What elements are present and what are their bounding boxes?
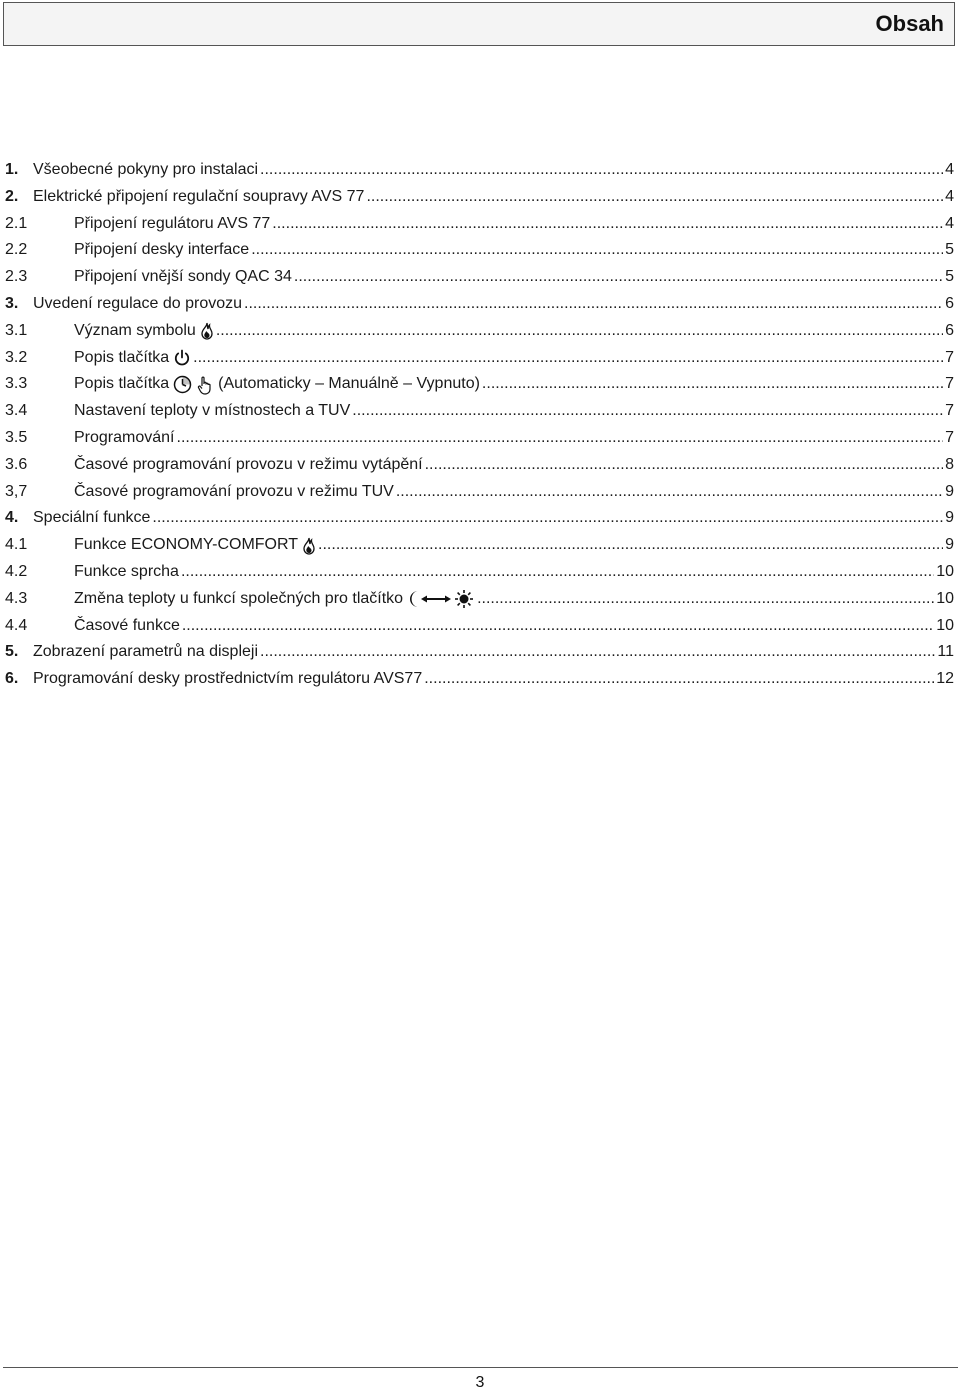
power-icon [173, 349, 191, 367]
toc-entry-title [74, 345, 191, 372]
toc-entry-title-text: Popis tlačítka [74, 348, 170, 366]
toc-entry-page: 5 [945, 241, 954, 259]
toc-dot-leader [352, 398, 943, 425]
toc-entry [5, 345, 954, 372]
toc-entry-number: 2. [5, 187, 19, 205]
toc-entry-title-text: Nastavení teploty v místnostech a TUV [74, 402, 351, 420]
footer-divider [3, 1367, 958, 1368]
toc-dot-leader [482, 371, 943, 398]
toc-entry-page: 5 [945, 268, 954, 286]
toc-entry-number: 6. [5, 670, 19, 688]
toc-entry-number: 3.3 [5, 375, 28, 393]
toc-entry-number: 2.3 [5, 268, 28, 286]
toc-entry-number: 3,7 [5, 482, 28, 500]
toc-entry [5, 586, 954, 613]
toc-entry-number: 4.1 [5, 536, 28, 554]
toc-dot-leader [477, 586, 934, 613]
toc-dot-leader [366, 184, 943, 211]
toc-entry-page: 7 [945, 402, 954, 420]
toc-entry-number: 5. [5, 643, 19, 661]
toc-entry-title [74, 371, 480, 398]
toc-entry-page: 11 [937, 643, 954, 661]
toc-entry-page: 4 [945, 161, 954, 178]
toc-entry [5, 318, 954, 345]
flame-icon [200, 322, 214, 340]
toc-entry-page: 10 [936, 589, 954, 607]
toc-entry-title-text: Elektrické připojení regulační soupravy AVS 77 [33, 187, 365, 205]
toc-entry-page: 4 [945, 214, 954, 232]
toc-entry-title [74, 559, 179, 586]
toc-entry-number: 1. [5, 161, 19, 178]
toc-entry-page: 12 [936, 670, 954, 688]
toc-entry [5, 559, 954, 586]
toc-dot-leader [152, 505, 943, 532]
toc-entry-title [33, 157, 258, 184]
toc-entry-number: 3. [5, 294, 19, 312]
toc-entry-title [74, 398, 350, 425]
toc-entry-title-text: Speciální funkce [33, 509, 151, 527]
toc-entry-title-text: Časové programování provozu v režimu TUV [74, 482, 394, 500]
toc-entry-page: 6 [945, 294, 954, 312]
page-number: 3 [475, 1374, 485, 1391]
toc-entry-page: 6 [945, 321, 954, 339]
toc-entry-title [74, 264, 292, 291]
toc-dot-leader [425, 452, 943, 479]
toc-entry-page: 10 [936, 562, 954, 580]
toc-entry [5, 291, 954, 318]
toc-entry-title-text: Funkce ECONOMY-COMFORT [74, 536, 299, 554]
toc-entry-title [74, 613, 180, 640]
toc-entry-title-text: Funkce sprcha [74, 562, 179, 580]
toc-dot-leader [260, 157, 943, 184]
toc-entry-title-text: Připojení vnější sondy QAC 34 [74, 268, 292, 286]
toc-entry [5, 157, 954, 184]
toc-entry-title-text: Všeobecné pokyny pro instalaci [33, 161, 259, 178]
page-title: Obsah [875, 11, 944, 36]
toc-entry [5, 425, 954, 452]
toc-entry-page: 7 [945, 428, 954, 446]
toc-dot-leader [216, 318, 943, 345]
toc-dot-leader [251, 237, 943, 264]
toc-entry-number: 3.5 [5, 428, 28, 446]
toc-entry-page: 4 [945, 187, 954, 205]
toc-entry-title-text: Uvedení regulace do provozu [33, 294, 243, 312]
toc-entry-title [74, 452, 423, 479]
toc-entry-title [74, 479, 394, 506]
toc-entry-title [74, 237, 249, 264]
toc-entry-title-text: Připojení regulátoru AVS 77 [74, 214, 271, 232]
toc-dot-leader [177, 425, 944, 452]
toc-entry-number: 3.4 [5, 402, 28, 420]
toc-dot-leader [318, 532, 943, 559]
toc-dot-leader [182, 613, 934, 640]
toc-entry [5, 613, 954, 640]
header-bar [3, 2, 955, 46]
toc-entry-title [33, 666, 422, 693]
toc-entry [5, 237, 954, 264]
toc-entry [5, 639, 954, 666]
toc-entry-title-text: Význam symbolu [74, 321, 196, 339]
toc-entry [5, 532, 954, 559]
toc-entry [5, 398, 954, 425]
toc-entry-page: 10 [936, 616, 954, 634]
toc-entry [5, 452, 954, 479]
toc-entry [5, 264, 954, 291]
toc-entry-title-text: Časové programování provozu v režimu vytápění [74, 455, 423, 473]
toc-entry-title-text: Popis tlačítka [74, 375, 170, 393]
table-of-contents [5, 157, 954, 693]
moon-arrow-sun-icon [407, 589, 475, 609]
toc-entry-number: 3.1 [5, 321, 28, 339]
toc-entry-title [33, 291, 242, 318]
toc-entry [5, 211, 954, 238]
toc-entry-number: 2.2 [5, 241, 28, 259]
toc-entry-page: 9 [945, 509, 954, 527]
flame-icon [302, 537, 316, 555]
toc-dot-leader [181, 559, 934, 586]
toc-entry-title [74, 532, 316, 559]
toc-entry [5, 505, 954, 532]
toc-entry-number: 4.2 [5, 562, 28, 580]
hand-icon [196, 375, 214, 395]
toc-entry-page: 7 [945, 375, 954, 393]
toc-entry [5, 371, 954, 398]
toc-entry-title [33, 639, 258, 666]
toc-entry-number: 2.1 [5, 214, 28, 232]
toc-dot-leader [396, 479, 943, 506]
toc-entry-title [74, 211, 270, 238]
toc-entry-title-text: Časové funkce [74, 616, 180, 634]
toc-entry-page: 7 [945, 348, 954, 366]
toc-entry [5, 479, 954, 506]
toc-dot-leader [424, 666, 934, 693]
toc-entry-number: 4. [5, 509, 19, 527]
toc-entry-page: 8 [945, 455, 954, 473]
toc-entry-title-text: Zobrazení parametrů na displeji [33, 643, 259, 661]
toc-entry-title-text: Změna teploty u funkcí společných pro tlačítko [74, 589, 404, 607]
toc-entry-page: 9 [945, 536, 954, 554]
toc-entry-title-text: Programování desky prostřednictvím regulátoru AVS77 [33, 670, 423, 688]
toc-dot-leader [193, 345, 943, 372]
toc-entry-title-suffix: (Automaticky – Manuálně – Vypnuto) [218, 375, 480, 393]
toc-entry-number: 3.2 [5, 348, 28, 366]
toc-entry-page: 9 [945, 482, 954, 500]
toc-entry-title [74, 586, 475, 613]
toc-entry-number: 4.3 [5, 589, 28, 607]
toc-entry-number: 4.4 [5, 616, 28, 634]
toc-entry-title [33, 184, 364, 211]
toc-entry-title [33, 505, 150, 532]
clock-icon [173, 375, 192, 394]
toc-dot-leader [244, 291, 943, 318]
toc-entry-title [74, 318, 214, 345]
toc-entry [5, 666, 954, 693]
toc-dot-leader [294, 264, 943, 291]
toc-entry-title-text: Programování [74, 428, 175, 446]
toc-entry-number: 3.6 [5, 455, 28, 473]
toc-entry [5, 184, 954, 211]
toc-dot-leader [272, 211, 943, 238]
toc-entry-title-text: Připojení desky interface [74, 241, 250, 259]
toc-entry-title [74, 425, 175, 452]
toc-dot-leader [260, 639, 935, 666]
